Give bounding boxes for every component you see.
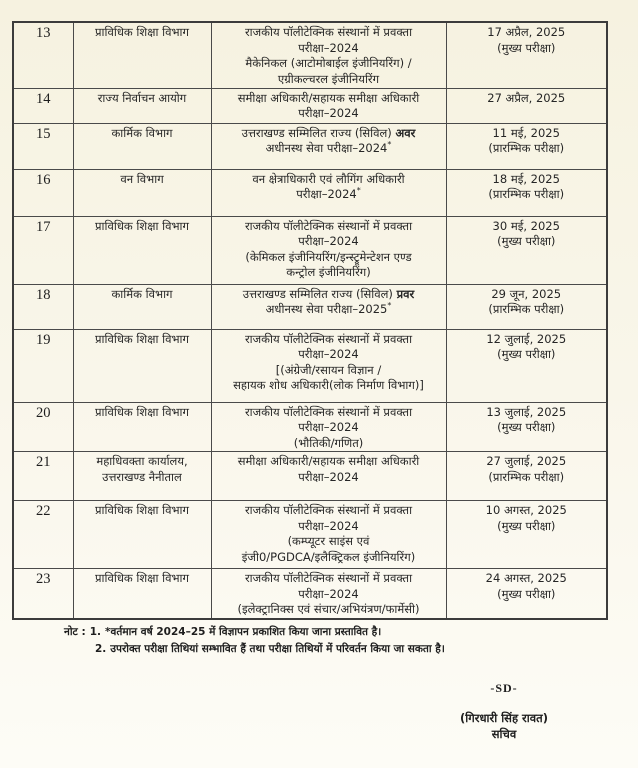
serial-cell: 23 xyxy=(13,569,73,619)
table-row xyxy=(13,169,607,216)
date-cell: 10 अगस्त, 2025 (मुख्य परीक्षा) xyxy=(446,501,607,569)
date-cell: 30 मई, 2025 (मुख्य परीक्षा) xyxy=(446,216,607,284)
serial-cell: 19 xyxy=(13,329,73,402)
serial-cell: 17 xyxy=(13,216,73,284)
exam-name-cell: वन क्षेत्राधिकारी एवं लौगिंग अधिकारी परीक्षा–2024* xyxy=(211,169,446,216)
exam-table-body xyxy=(13,22,607,619)
department-cell: वन विभाग xyxy=(73,169,211,216)
signature-block xyxy=(408,681,600,742)
table-row xyxy=(13,22,607,88)
date-cell: 27 जुलाई, 2025 (प्रारम्भिक परीक्षा) xyxy=(446,452,607,501)
note-line xyxy=(64,641,584,658)
table-row xyxy=(13,284,607,329)
department-cell: महाधिवक्ता कार्यालय, उत्तराखण्ड नैनीताल xyxy=(73,452,211,501)
sd-mark: -SD- xyxy=(490,681,518,695)
department-cell: प्राविधिक शिक्षा विभाग xyxy=(73,569,211,619)
date-cell: 24 अगस्त, 2025 (मुख्य परीक्षा) xyxy=(446,569,607,619)
signatory-name: (गिरधारी सिंह रावत) xyxy=(460,711,548,725)
exam-name-cell: राजकीय पॉलीटेक्निक संस्थानों में प्रवक्ता परीक्षा–2024 (इलेक्ट्रानिक्स एवं संचार/अभियंत्रण/फार्मेसी) xyxy=(211,569,446,619)
notes-label: नोट : xyxy=(64,626,86,638)
date-cell: 29 जून, 2025 (प्रारम्भिक परीक्षा) xyxy=(446,284,607,329)
date-cell: 17 अप्रैल, 2025 (मुख्य परीक्षा) xyxy=(446,22,607,88)
serial-cell: 15 xyxy=(13,123,73,169)
date-cell: 27 अप्रैल, 2025 xyxy=(446,88,607,123)
department-cell: कार्मिक विभाग xyxy=(73,123,211,169)
note-number: 1. xyxy=(89,626,101,638)
table-row xyxy=(13,88,607,123)
exam-name-cell: राजकीय पॉलीटेक्निक संस्थानों में प्रवक्ता परीक्षा–2024 मैकेनिकल (आटोमोबाईल इंजीनियरिंग) / एग्रीकल्चरल इंजीनियरिंग xyxy=(211,22,446,88)
notes-section xyxy=(64,624,584,658)
department-cell: प्राविधिक शिक्षा विभाग xyxy=(73,329,211,402)
department-cell: प्राविधिक शिक्षा विभाग xyxy=(73,216,211,284)
table-row xyxy=(13,123,607,169)
note-text: उपरोक्त परीक्षा तिथियां सम्भावित हैं तथा परीक्षा तिथियों में परिवर्तन किया जा सकता है। xyxy=(110,643,445,655)
serial-cell: 21 xyxy=(13,452,73,501)
date-cell: 13 जुलाई, 2025 (मुख्य परीक्षा) xyxy=(446,402,607,452)
note-number: 2. xyxy=(95,643,107,655)
department-cell: राज्य निर्वाचन आयोग xyxy=(73,88,211,123)
exam-name-cell: उत्तराखण्ड सम्मिलित राज्य (सिविल) प्रवर अधीनस्थ सेवा परीक्षा–2025* xyxy=(211,284,446,329)
table-row xyxy=(13,452,607,501)
table-row xyxy=(13,402,607,452)
serial-cell: 20 xyxy=(13,402,73,452)
table-row xyxy=(13,329,607,402)
exam-schedule-table xyxy=(12,21,608,620)
date-cell: 18 मई, 2025 (प्रारम्भिक परीक्षा) xyxy=(446,169,607,216)
department-cell: प्राविधिक शिक्षा विभाग xyxy=(73,501,211,569)
department-cell: प्राविधिक शिक्षा विभाग xyxy=(73,402,211,452)
exam-name-cell: समीक्षा अधिकारी/सहायक समीक्षा अधिकारी परीक्षा–2024 xyxy=(211,88,446,123)
note-text: *वर्तमान वर्ष 2024–25 में विज्ञापन प्रकाशित किया जाना प्रस्तावित है। xyxy=(105,626,382,638)
exam-name-cell: समीक्षा अधिकारी/सहायक समीक्षा अधिकारी परीक्षा–2024 xyxy=(211,452,446,501)
department-cell: प्राविधिक शिक्षा विभाग xyxy=(73,22,211,88)
serial-cell: 16 xyxy=(13,169,73,216)
exam-name-cell: उत्तराखण्ड सम्मिलित राज्य (सिविल) अवर अधीनस्थ सेवा परीक्षा–2024* xyxy=(211,123,446,169)
table-row xyxy=(13,569,607,619)
serial-cell: 14 xyxy=(13,88,73,123)
signatory-title: सचिव xyxy=(491,727,517,741)
note-line xyxy=(64,624,584,641)
exam-name-cell: राजकीय पॉलीटेक्निक संस्थानों में प्रवक्ता परीक्षा–2024 [(अंग्रेजी/रसायन विज्ञान / सहायक शोध अधिकारी(लोक निर्माण विभाग)] xyxy=(211,329,446,402)
exam-name-cell: राजकीय पॉलीटेक्निक संस्थानों में प्रवक्ता परीक्षा–2024 (कम्प्यूटर साइंस एवं इंजी0/PGDCA/इलैक्ट्रिकल इंजीनियरिंग) xyxy=(211,501,446,569)
serial-cell: 22 xyxy=(13,501,73,569)
table-row xyxy=(13,501,607,569)
date-cell: 11 मई, 2025 (प्रारम्भिक परीक्षा) xyxy=(446,123,607,169)
department-cell: कार्मिक विभाग xyxy=(73,284,211,329)
table-row xyxy=(13,216,607,284)
serial-cell: 18 xyxy=(13,284,73,329)
serial-cell: 13 xyxy=(13,22,73,88)
exam-name-cell: राजकीय पॉलीटेक्निक संस्थानों में प्रवक्ता परीक्षा–2024 (केमिकल इंजीनियरिंग/इन्स्ट्रूमेन्टेशन एण्ड कन्ट्रोल इंजीनियरिंग) xyxy=(211,216,446,284)
date-cell: 12 जुलाई, 2025 (मुख्य परीक्षा) xyxy=(446,329,607,402)
exam-name-cell: राजकीय पॉलीटेक्निक संस्थानों में प्रवक्ता परीक्षा–2024 (भौतिकी/गणित) xyxy=(211,402,446,452)
